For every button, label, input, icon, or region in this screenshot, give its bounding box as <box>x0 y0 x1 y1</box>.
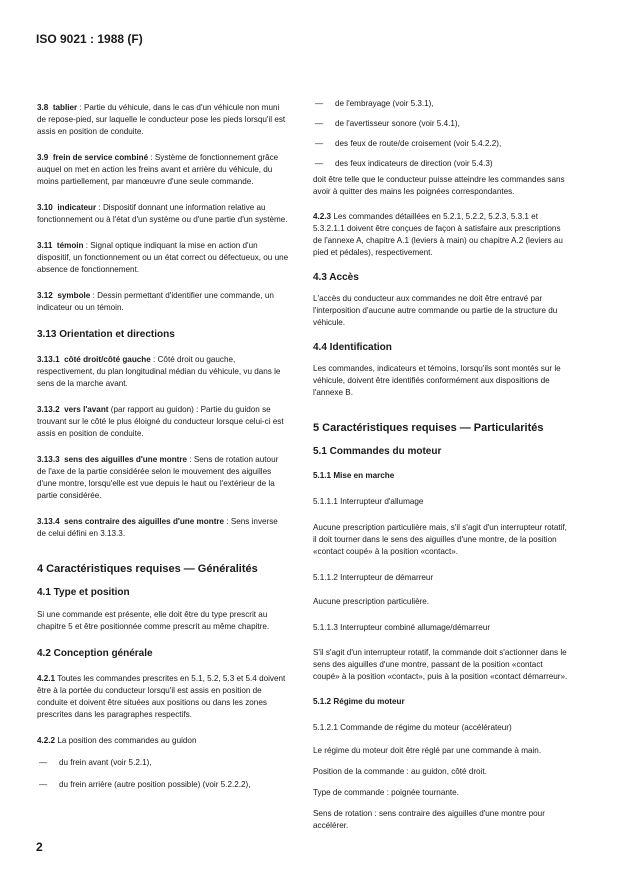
list-item: — de l'embrayage (voir 5.3.1), <box>313 98 568 110</box>
list-item: — des feux indicateurs de direction (voir 5.4.3) <box>313 158 568 170</box>
clause-5-1-1-2-text: Aucune prescription particulière. <box>313 597 430 606</box>
heading-5-1: 5.1 Commandes du moteur <box>313 446 442 457</box>
clause-5-1-2-1-type: Type de commande : poignée tournante. <box>313 788 459 797</box>
heading-4-1: 4.1 Type et position <box>37 587 130 598</box>
clause-5-1-1-3-text: S'il s'agit d'un interrupteur rotatif, la commande doit s'actionner dans le sens des aiguilles d'une montre, passant de la position «contact coupé» à la position «contact», puis à la position «contact démarreur». <box>313 648 568 681</box>
heading-5-1-1: 5.1.1 Mise en marche <box>313 471 395 480</box>
list-item: — de l'avertisseur sonore (voir 5.4.1), <box>313 118 568 130</box>
clause-3-9: 3.9 frein de service combiné : Système de fonctionnement grâce auquel on met en action les freins avant et arrière du véhicule, du moins partiellement, par manœuvre d'une seule commande. <box>37 153 279 186</box>
clause-3-13-4: 3.13.4 sens contraire des aiguilles d'une montre : Sens inverse de celui défini en 3.13.3. <box>37 517 278 538</box>
heading-5-1-1-2: 5.1.1.2 Interrupteur de démarreur <box>313 573 434 582</box>
heading-4-4: 4.4 Identification <box>313 342 392 353</box>
clause-4-2-2: 4.2.2 La position des commandes au guidon <box>37 736 197 745</box>
right-column <box>313 98 568 832</box>
list-item: — du frein arrière (autre position possible) (voir 5.2.2.2), <box>37 779 289 791</box>
clause-3-12: 3.12 symbole : Dessin permettant d'identifier une commande, un indicateur ou un témoin. <box>37 291 274 312</box>
page-header: ISO 9021 : 1988 (F) <box>36 32 143 46</box>
clause-5-1-1-1-text: Aucune prescription particulière mais, s'il s'agit d'un interrupteur rotatif, il doit tourner dans le sens des aiguilles d'une montre, de la position «contact coupé» à la position «contact». <box>313 523 567 556</box>
clause-4-4-text: Les commandes, indicateurs et témoins, lorsqu'ils sont montés sur le véhicule, doivent être identifiés conformément aux dispositions de l'annexe B. <box>313 364 561 397</box>
clause-3-10: 3.10 indicateur : Dispositif donnant une information relative au fonctionnement ou à l'état d'un système ou d'une partie d'un système. <box>37 203 288 224</box>
heading-5-1-2-1: 5.1.2.1 Commande de régime du moteur (accélérateur) <box>313 723 512 732</box>
list-item: — des feux de route/de croisement (voir 5.4.2.2), <box>313 138 568 150</box>
clause-5-1-2-1-position: Position de la commande : au guidon, côté droit. <box>313 767 487 776</box>
clause-3-11: 3.11 témoin : Signal optique indiquant la mise en action d'un dispositif, un fonctionnement ou un état correct ou défectueux, ou une absence de fonctionnement. <box>37 241 289 274</box>
clause-4-2-3: 4.2.3 Les commandes détaillées en 5.2.1, 5.2.2, 5.2.3, 5.3.1 et 5.3.2.1.1 doivent être conçues de façon à satisfaire aux prescriptions de l'annexe A, chapitre A.1 (leviers à main) ou chapitre A.2 (leviers au pied et pédales), respectivement. <box>313 212 563 257</box>
heading-5-1-1-3: 5.1.1.3 Interrupteur combiné allumage/démarreur <box>313 623 491 632</box>
clause-5-1-2-1-text: Le régime du moteur doit être réglé par une commande à main. <box>313 746 542 755</box>
heading-4-2: 4.2 Conception générale <box>37 648 153 659</box>
left-column <box>37 98 289 791</box>
heading-5: 5 Caractéristiques requises — Particularités <box>313 422 544 434</box>
heading-5-1-2: 5.1.2 Régime du moteur <box>313 697 405 706</box>
heading-3-13: 3.13 Orientation et directions <box>37 329 175 340</box>
list-item: — du frein avant (voir 5.2.1), <box>37 757 289 769</box>
heading-5-1-1-1: 5.1.1.1 Interrupteur d'allumage <box>313 497 424 506</box>
clause-5-1-2-1-rotation: Sens de rotation : sens contraire des aiguilles d'une montre pour accélérer. <box>313 809 545 830</box>
clause-3-8: 3.8 tablier : Partie du véhicule, dans le cas d'un véhicule non muni de repose-pied, sur laquelle le conducteur pose les pieds lorsqu'il est assis en position de conduite. <box>37 103 286 136</box>
clause-4-3-text: L'accès du conducteur aux commandes ne doit être entravé par l'interposition d'aucune autre commande ou partie de la structure du véhicule. <box>313 294 558 327</box>
clause-4-2-1: 4.2.1 Toutes les commandes prescrites en 5.1, 5.2, 5.3 et 5.4 doivent être à la portée du conducteur lorsqu'il est assis en position de conduite et doivent être situées aux positions ou dans les zones prescrites dans les paragraphes respectifs. <box>37 674 286 719</box>
clause-3-13-3: 3.13.3 sens des aiguilles d'une montre : Sens de rotation autour de l'axe de la partie considérée selon le mouvement des aiguilles d'une montre, lorsqu'elle est vue depuis le haut ou l'extérieur de la partie considérée. <box>37 455 279 500</box>
clause-4-2-2-tail: doit être telle que le conducteur puisse atteindre les commandes sans avoir à quitter des mains les poignées correspondantes. <box>313 175 565 196</box>
heading-4-3: 4.3 Accès <box>313 272 359 283</box>
page-number: 2 <box>36 840 43 854</box>
clause-3-13-2: 3.13.2 vers l'avant (par rapport au guidon) : Partie du guidon se trouvant sur le côté le plus éloigné du conducteur lorsque celui-ci est assis en position de conduite. <box>37 405 284 438</box>
clause-4-1-text: Si une commande est présente, elle doit être du type prescrit au chapitre 5 et être positionnée comme prescrit au même chapitre. <box>37 610 270 631</box>
heading-4: 4 Caractéristiques requises — Généralités <box>37 563 258 575</box>
clause-3-13-1: 3.13.1 côté droit/côté gauche : Côté droit ou gauche, respectivement, du plan longitudinal médian du véhicule, vu dans le sens de la marche avant. <box>37 355 281 388</box>
